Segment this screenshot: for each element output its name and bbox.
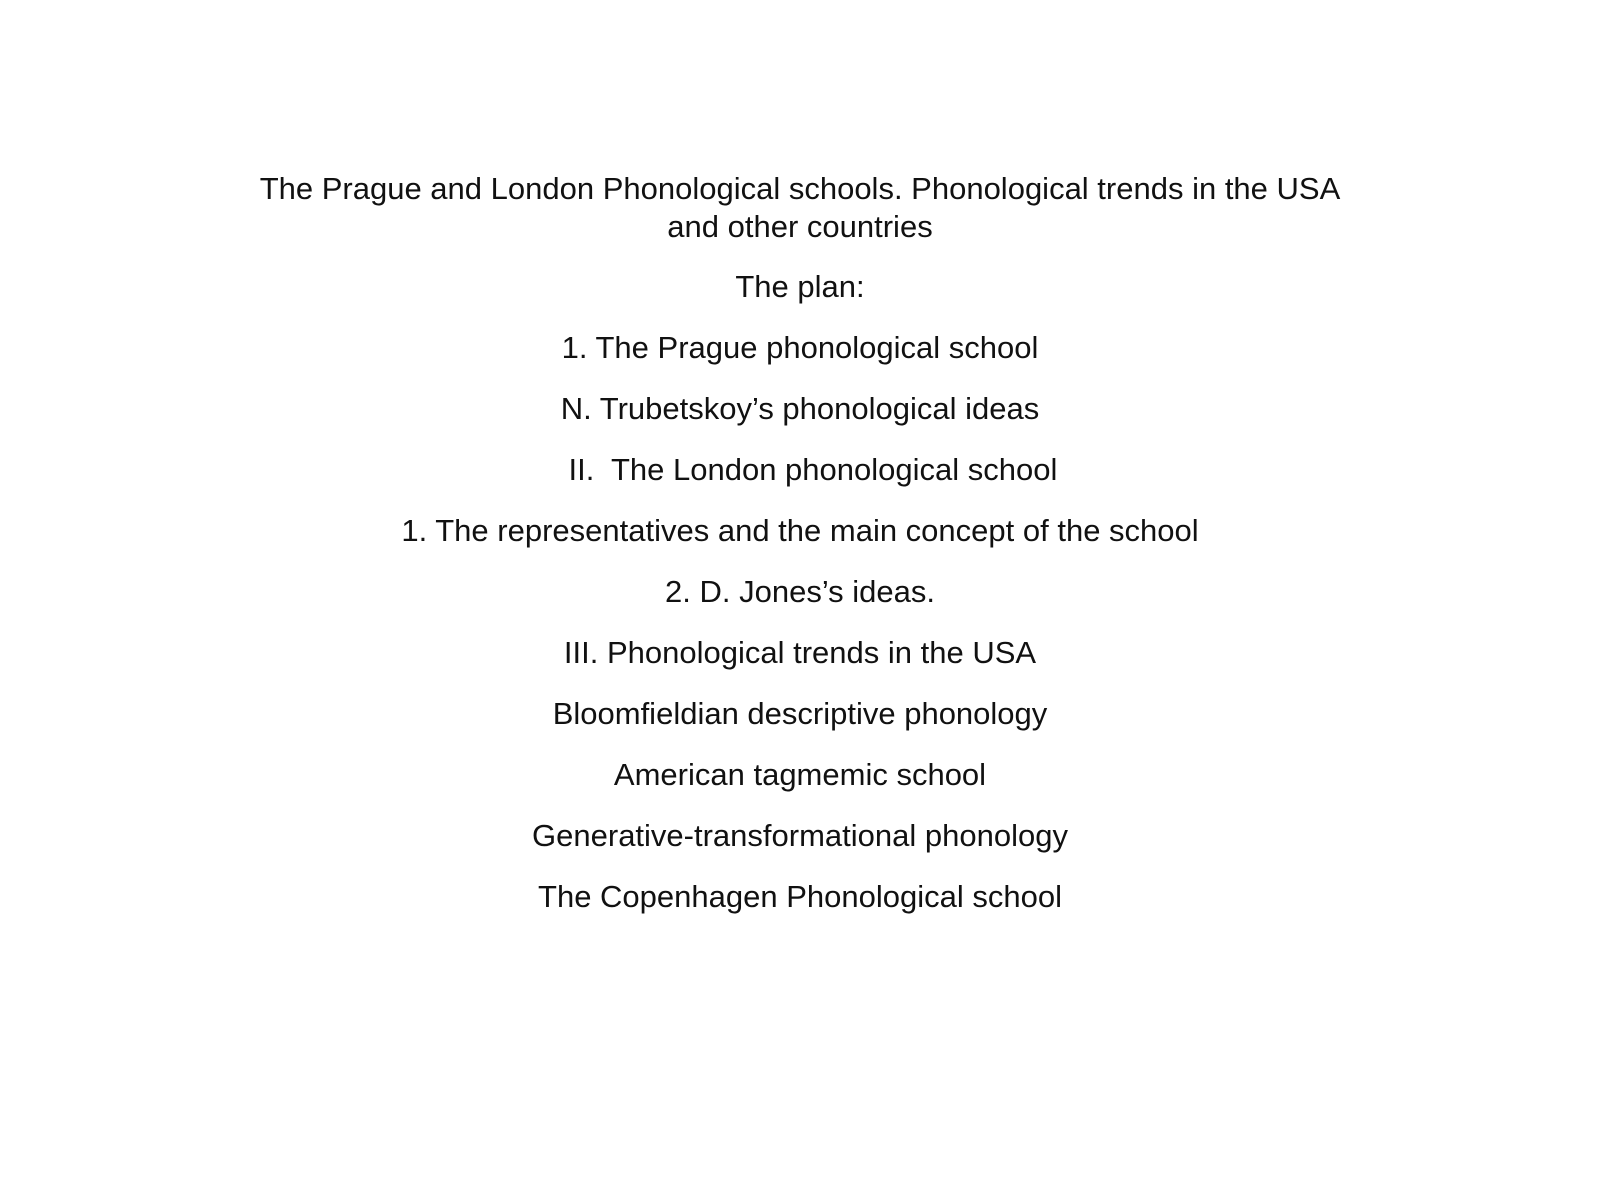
title-line: The Prague and London Phonological schools. Phonological trends in the USA bbox=[259, 171, 1341, 206]
document-title bbox=[200, 170, 1400, 246]
plan-heading: The plan: bbox=[735, 269, 865, 304]
plan-item: 2. D. Jones’s ideas. bbox=[665, 574, 935, 609]
title-line: and other countries bbox=[667, 209, 933, 244]
plan-item: III. Phonological trends in the USA bbox=[563, 635, 1037, 670]
plan-item: N. Trubetskoy’s phonological ideas bbox=[560, 391, 1040, 426]
plan-item: 1. The representatives and the main concept of the school bbox=[401, 513, 1199, 548]
plan-item: The Copenhagen Phonological school bbox=[538, 879, 1062, 914]
plan-item: Bloomfieldian descriptive phonology bbox=[552, 696, 1048, 731]
plan-item: II. The London phonological school bbox=[542, 452, 1058, 487]
plan-item: Generative-transformational phonology bbox=[532, 818, 1068, 853]
plan-list bbox=[200, 329, 1400, 916]
plan-item: American tagmemic school bbox=[613, 757, 987, 792]
plan-item: 1. The Prague phonological school bbox=[561, 330, 1039, 365]
document-content bbox=[200, 170, 1400, 916]
